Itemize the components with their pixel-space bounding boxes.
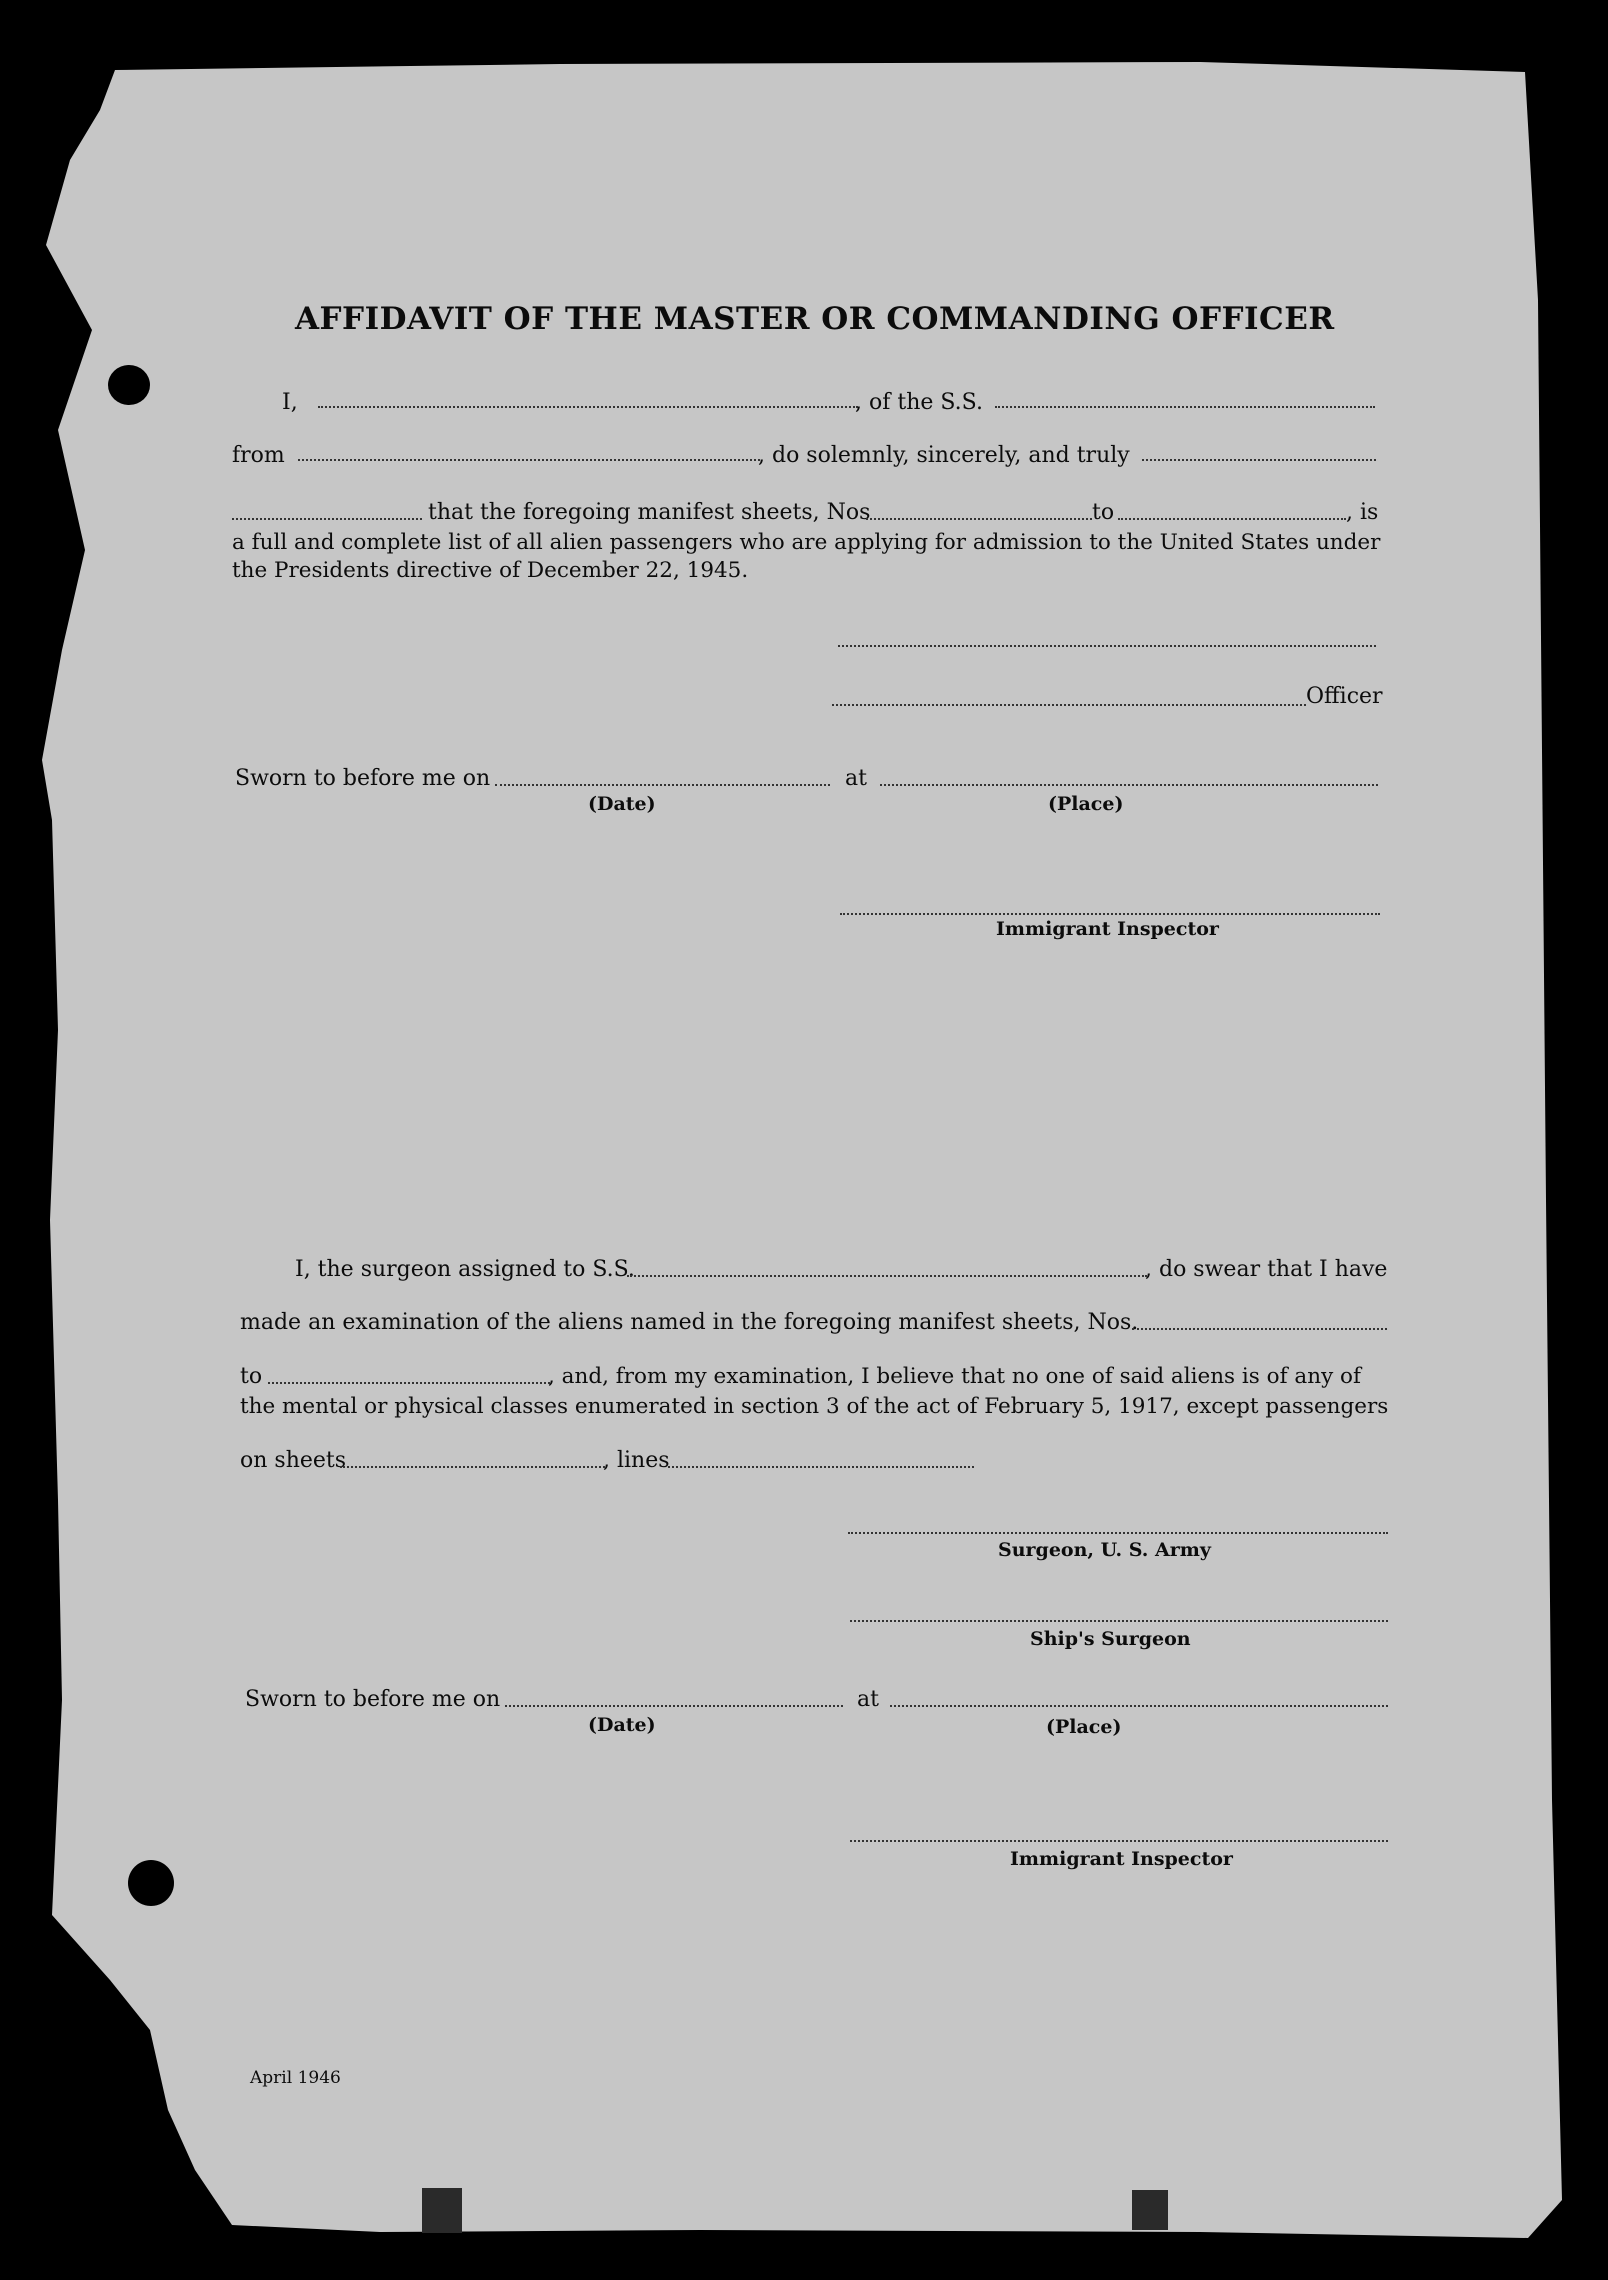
from-line	[298, 459, 760, 461]
surgeon-sheets-to-line	[268, 1382, 550, 1384]
surgeon-to-label: to	[240, 1364, 263, 1389]
swear-text: , do swear that I have	[1145, 1257, 1388, 1282]
master-ship-label: , of the S.S.	[855, 390, 983, 415]
oath-word-line	[232, 518, 422, 520]
master-signature-line	[838, 645, 1376, 647]
master-sworn-place-line	[880, 784, 1378, 786]
exception-sheets-line	[340, 1466, 605, 1468]
punch-hole-bottom	[128, 1860, 174, 1906]
surgeon-intro: I, the surgeon assigned to S.S.	[295, 1257, 635, 1282]
on-sheets-label: on sheets	[240, 1448, 347, 1473]
surgeon-place-caption: (Place)	[1046, 1716, 1122, 1738]
surgeon-ship-line	[627, 1275, 1147, 1277]
lines-label: , lines	[603, 1448, 670, 1473]
exception-lines-line	[668, 1466, 974, 1468]
page-title: AFFIDAVIT OF THE MASTER OR COMMANDING OFFICER	[295, 301, 1335, 337]
master-sworn-date-line	[495, 784, 830, 786]
belief-text: , and, from my examination, I believe that no one of said aliens is of any of	[548, 1364, 1361, 1389]
surgeon-at-label: at	[857, 1687, 879, 1712]
punch-hole-top	[108, 365, 150, 405]
ship-surgeon-caption: Ship's Surgeon	[1030, 1628, 1191, 1650]
is-text: , is	[1346, 500, 1379, 525]
solemnly-text: , do solemnly, sincerely, and truly	[758, 443, 1130, 468]
master-date-caption: (Date)	[588, 793, 656, 815]
manifest-sheets-text: that the foregoing manifest sheets, Nos	[428, 500, 871, 525]
from-label: from	[232, 443, 285, 468]
master-intro-prefix: I,	[282, 390, 298, 415]
examination-text: made an examination of the aliens named in the foregoing manifest sheets, Nos.	[240, 1310, 1139, 1335]
surgeon-sheets-from-line	[1132, 1328, 1387, 1330]
master-ship-line	[995, 406, 1375, 408]
surgeon-sworn-label: Sworn to before me on	[245, 1687, 501, 1712]
declaration-line-4: a full and complete list of all alien passengers who are applying for admission to the United States under	[232, 530, 1381, 555]
officer-label: Officer	[1306, 684, 1383, 709]
surgeon-sworn-date-line	[505, 1705, 843, 1707]
surgeon-sworn-place-line	[890, 1705, 1388, 1707]
master-inspector-line	[840, 913, 1380, 915]
surgeon-date-caption: (Date)	[588, 1714, 656, 1736]
classes-text: the mental or physical classes enumerated in section 3 of the act of February 5, 1917, except passengers	[240, 1394, 1389, 1419]
master-sworn-label: Sworn to before me on	[235, 766, 491, 791]
declaration-line-5: the Presidents directive of December 22, 1945.	[232, 558, 749, 583]
truly-line	[1142, 459, 1376, 461]
sheets-to-line	[1118, 518, 1346, 520]
sheets-to-label: to	[1092, 500, 1115, 525]
torn-edge-mark	[422, 2188, 462, 2233]
officer-title-line	[832, 704, 1306, 706]
master-name-line	[318, 406, 858, 408]
form-edition-date: April 1946	[250, 2068, 341, 2088]
torn-edge-mark	[1132, 2190, 1168, 2230]
surgeon-inspector-line	[850, 1840, 1388, 1842]
surgeon-inspector-caption: Immigrant Inspector	[1010, 1848, 1233, 1870]
ship-surgeon-signature-line	[850, 1620, 1388, 1622]
army-surgeon-signature-line	[848, 1532, 1388, 1534]
master-at-label: at	[845, 766, 867, 791]
army-surgeon-caption: Surgeon, U. S. Army	[998, 1539, 1211, 1561]
master-inspector-caption: Immigrant Inspector	[996, 918, 1219, 940]
master-place-caption: (Place)	[1048, 793, 1124, 815]
sheets-from-line	[866, 518, 1092, 520]
